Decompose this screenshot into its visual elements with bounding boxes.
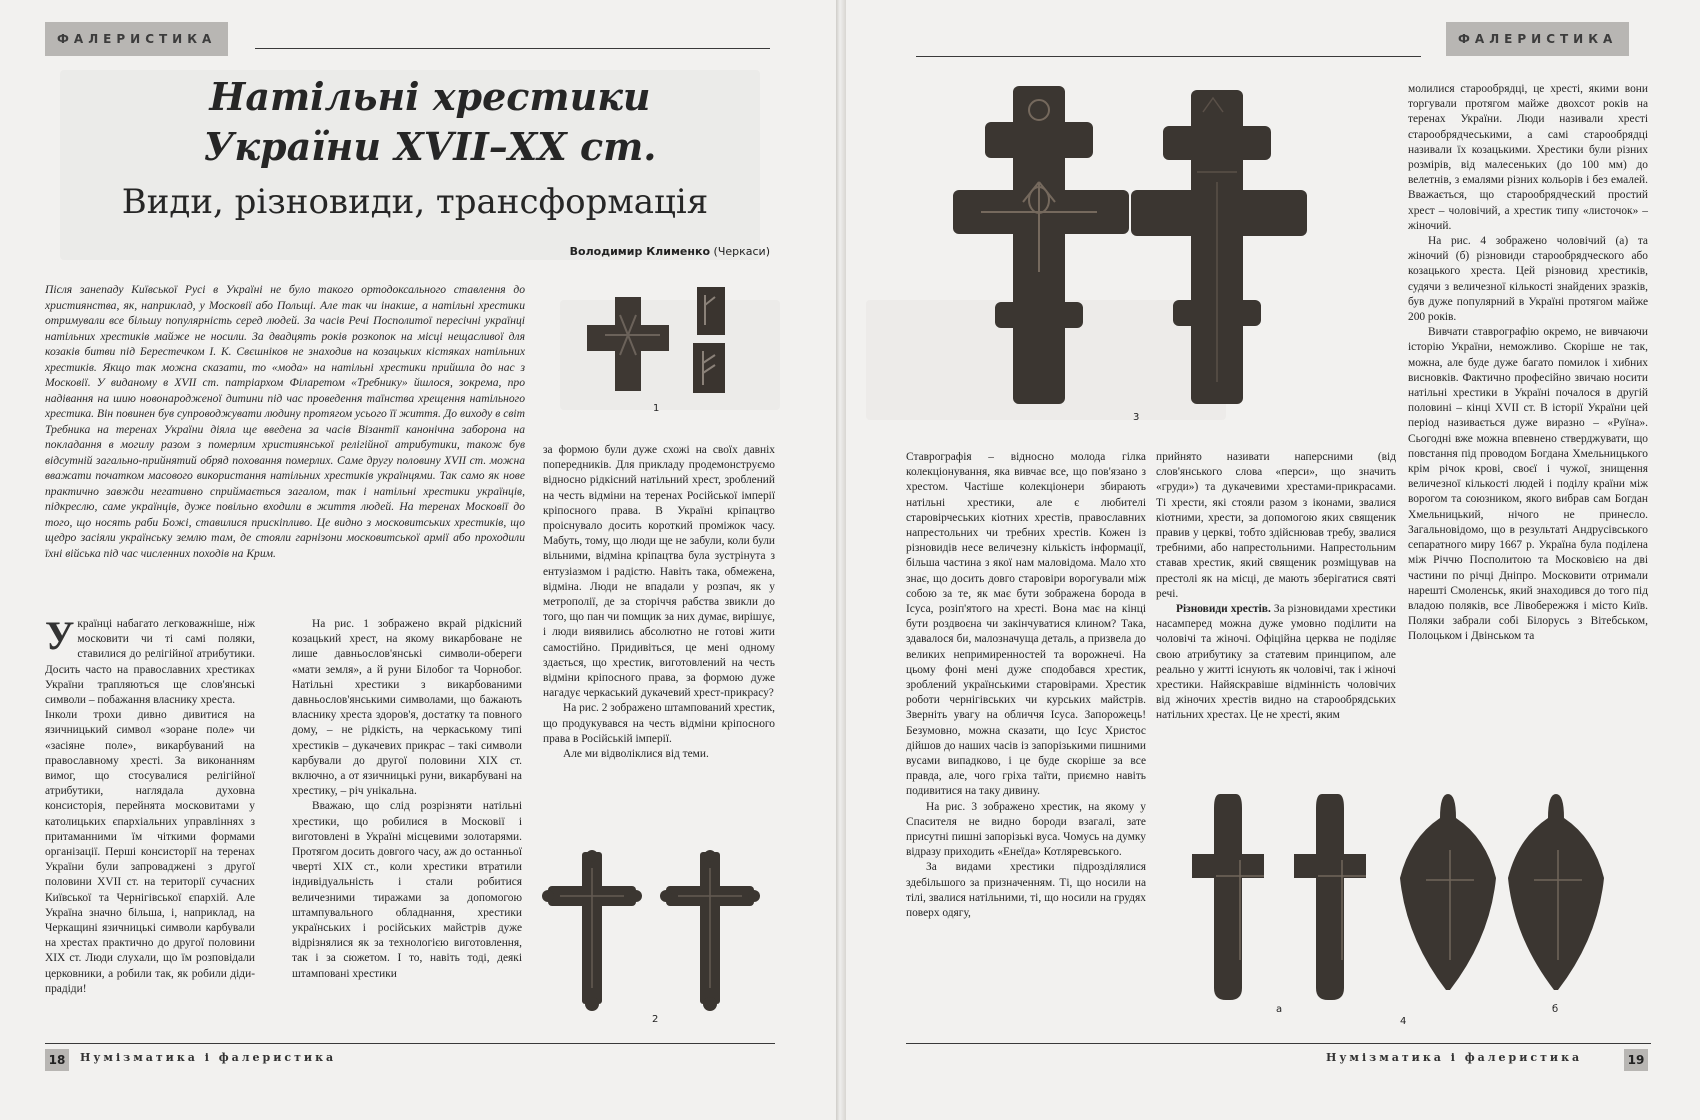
drop-cap: У xyxy=(45,613,75,658)
author-city: (Черкаси) xyxy=(713,245,770,258)
column1-paragraph1-text: країнці набагато легковажніше, ніж московити чи ті самі поляки, ставилися до релігійної атрибутики. Досить часто на православних хрестиках України трапляються ще слов'янські символи – побажання власнику хреста. xyxy=(45,618,255,707)
lead-paragraph: Після занепаду Київської Русі в Україні не було такого ортодоксального ставлення до християнства, як, наприклад, у Московії або Польщі. Але так чи інакше, а натільні хрестики отримували все більшу популярність серед людей. За часів Речі Посполитої пересічні українці натільних хрестиків майже не носили. За двадцять років розкопок на місці нещасливої для козаків битви під Берестечком І. К. Свєшніков не знаходив на козацьких кістяках натільних хрестиків. Якщо так можна сказати, то «мода» на натільні хрестики прийшла до нас з Московії. У виданому в XVII ст. патріархом Філаретом «Требнику» йшлося, зокрема, про надівання на шию новонародженої дитини під час проведення таїнства хрещення натільного хрестика. Він повинен був супроводжувати людину протягом усього її життя. До виходу в світ Требника на теренах України діяла ще введена за часів Візантії канонічна заборона на покладання в могилу разом з померлим християнської релігійної атрибутики, також був відсутній загально-прийнятий обряд поховання померлих. Саме другу половину XVII ст. можна вважати початком масового використання натільних хрестиків українцями. Так само як нове практично завжди негативно сприймається загалом, так і натільні хрестики українців, підкреслю, саме українців, дуже повільно входили в життя людей. На теренах Московії до того, що носять раби Божі, ставилися прискіпливо. Це видно з московитських хрестиків, що щедро засіяли українську землю там, де стояли гарнізони московитської армії або проходили їхні війська під час численних походів на Крим. xyxy=(45,283,525,560)
figure-1-cross-image xyxy=(575,285,775,400)
column4-paragraph1: Ставрографія – відносно молода гілка колекціонування, яка вивчає все, що пов'язано з хрестом. Частіше колекціонери збирають натільні хрестики, але є любителі старовірчеських кіотних хрестів, православних напрестольних чи требних хрестів. Кожен із різновидів несе величезну кількість інформації, більша частина з якої нам маловідома. Мало хто знає, що досить довго старовіри ворогували між собою за те, як має бути зображена борода в Ісуса, розіп'ятого на хресті. Вона має на кінці бути роздвоєна чи закінчуватися клином? Така, здавалося би, малозначуща деталь, а призвела до великих непримиренностей та ворожнечі. На цьому фоні мені дуже сподобався хрестик, зроблений українськими старовірами. Хрестик роботи чернігівських чи курських майстрів. Зверніть увагу на обличчя Ісуса. Запорожець! Безумовно, можна сказати, що Ісус Христос дійшов до наших часів із запорізькими пишними вусами випадково, і це буде скоріше за все правда, але, чого гріха таїти, приємно навіть подивитися на таку дивину. xyxy=(906,451,1146,798)
column2-paragraph1: На рис. 1 зображено вкрай рідкісний козацький хрест, на якому викарбоване не лише давньослов'янські символи-обереги «мати земля», а й руни Білобог та Чорнобог. Натільні хрестики з викарбованими давньослов'янськими символами, що бажають власнику хреста здоров'я, достатку та повного дому, – не рідкість, на черкаському типі хрестиків – дукачевих прикрас – такі символи карбували до другої половини XIX ст. включно, а от язичницькі руни, викарбувані на хрестику, – річ унікальна. xyxy=(292,618,522,798)
figure-1 xyxy=(575,285,775,415)
page-number-left: 18 xyxy=(45,1049,69,1071)
column5-paragraph2-text: За різновидами хрестики насамперед можна дуже умовно поділити на чоловічі та жіночі. Офіційна церква не поділяє свою атрибутику за статевим принципом, але реально у житті існують як чоловічі, так і жіночі хрестики. Найяскравіше відмінність чоловічих від жіночих хрестів видно на старообрядських натільних хрестах. Це не хресті, яким xyxy=(1156,603,1396,722)
figure-4-crosses-image xyxy=(1176,790,1646,1005)
figure-2-label: 2 xyxy=(652,1014,659,1025)
figure-2-crosses-image xyxy=(540,848,780,1014)
author-byline xyxy=(520,245,770,258)
figure-2 xyxy=(540,848,780,1030)
column5-paragraph2 xyxy=(1156,602,1396,724)
figure-4-label: 4 xyxy=(1400,1016,1407,1027)
column3-paragraph3: Але ми відволіклися від теми. xyxy=(563,748,709,761)
figure-4 xyxy=(1176,790,1646,1030)
figure-3 xyxy=(951,82,1311,442)
figure-3-label: 3 xyxy=(1133,412,1140,423)
section-tab: ФАЛЕРИСТИКА xyxy=(1446,22,1629,56)
text-column-3 xyxy=(543,443,775,762)
footer-rule xyxy=(45,1043,775,1044)
column4-paragraph2: На рис. 3 зображено хрестик, на якому у Спасителя не видно бороди взагалі, зате присутні пишні запорізькі вуса. Чомусь на думку відразу приходить «Енеїда» Котляревського. xyxy=(906,800,1146,859)
figure-1-label: 1 xyxy=(653,403,660,414)
article-subtitle: Види, різновиди, трансформація xyxy=(121,182,709,222)
column5-subheading: Різновиди хрестів. xyxy=(1176,603,1271,616)
column6-paragraph2: На рис. 4 зображено чоловічий (а) та жіночий (б) різновиди старообрядческого або козацького хреста. Цей різновид хрестиків, судячи з величезної кількості знайдених зразків, був дуже популярний в Україні протягом майже 200 років. xyxy=(1408,235,1648,324)
header-rule xyxy=(916,56,1421,57)
page-gutter xyxy=(836,0,846,1120)
article-title-line1: Натільні хрестики xyxy=(209,74,651,119)
footer-title-right: Нумізматика і фалеристика xyxy=(1326,1051,1583,1064)
column1-paragraph1 xyxy=(45,613,255,708)
column6-paragraph3: Вивчати ставрографію окремо, не вивчаючи історію України, неможливо. Скоріше не так, можна, але буде дуже багато помилок і хибних висновків. Фактично професійно звичаю носити натільні хрестики в Україні почалося в другій половині – кінці XVII ст. В історії України цей період називається дуже виразно – «Руїна». Сьогодні вже можна впевнено стверджувати, що повстання під проводом Богдана Хмельницького крім річок крові, своєї і чужої, знищення величезної кількості людей і поділу країни між ворогом та союзником, якого вибрав сам Богдан Хмельницький, нічого не принесло. Загальновідомо, що в результаті Андрусівського сепаратного миру 1667 р. Україна була поділена між Річчю Посполитою та Московією на дві частини по річці Дніпро. Московити отримали нарешті Смоленськ, який знаходився до того під владою поляків, все Лівобережжя і місто Київ. Поляки забрали собі Білорусь з Вітебськом, Полоцьком і Двінськом та xyxy=(1408,326,1648,643)
column2-paragraph2: Вважаю, що слід розрізняти натільні хрестики, що робилися в Московії і виготовлені в Україні місцевими золотарями. Протягом досить довгого часу, аж до останньої чверті XIX ст., коли хрестики втратили індивідуальність і стали робитися величезними тиражами за допомогою штампувального обладнання, хрестики українських і російських майстрів дуже відрізнялися як за технологією виготовлення, так і за сюжетом. І то, навіть тоді, деякі штамповані хрестики xyxy=(292,800,522,980)
column6-paragraph1: молилися старообрядці, це хресті, якими вони торгували протягом майже двохсот років на теренах України. Люди називали хресті старообрядчеськими, а самі старообрядці називали їх козацькими. Хрестики були різних розмірів, від малесеньких (до 100 мм) до велетнів, з емалями різних кольорів і без емалей. Вважається, що старообрядческий простий хрест – чоловічий, а хрестик типу «листочок» – жіночий. xyxy=(1408,83,1648,232)
article-title-line2: України XVII–XX ст. xyxy=(203,124,657,169)
section-tab: ФАЛЕРИСТИКА xyxy=(45,22,228,56)
footer-rule xyxy=(906,1043,1651,1044)
text-column-4 xyxy=(906,450,1146,921)
text-column-5 xyxy=(1156,450,1396,724)
figure-4-sublabel-a: а xyxy=(1276,1004,1283,1015)
header-rule xyxy=(255,48,770,49)
figure-4-sublabel-b: б xyxy=(1552,1004,1559,1015)
footer-title-left: Нумізматика і фалеристика xyxy=(80,1051,337,1064)
text-column-2 xyxy=(292,617,522,982)
figure-3-cross-image xyxy=(951,82,1311,412)
column3-paragraph1: за формою були дуже схожі на своїх давніх попередників. Для прикладу продемонструємо відносно рідкісний натільний хрест, зроблений на честь відміни на теренах Російської імперії кріпосного права. В Україні кріпацтво проіснувало досить короткий проміжок часу. Мабуть, тому, що люди ще не забули, коли були вільними, відміна кріпацтва була зустрінута з ентузіазмом і радістю. Навіть така, обмежена, відміна. Люди не впадали у розпач, як у метрополії, де за сторіччя рабства звикли до того, що пан чи помщик за них думає, вирішує, і люди виявились абсолютно не готові жити самостійно. Придивіться, це мені одному здається, що хрестик, виготовлений на честь відміни кріпосного права, за формою дуже нагадує черкаський дукачевий хрест-прикрасу? xyxy=(543,444,775,700)
left-page xyxy=(0,0,836,1120)
author-name: Володимир Клименко xyxy=(569,245,711,258)
column3-paragraph2: На рис. 2 зображено штампований хрестик, що продукувався на честь відміни кріпосного права в Російській імперії. xyxy=(543,702,775,745)
text-column-6 xyxy=(1408,82,1648,645)
page-number-right: 19 xyxy=(1624,1049,1648,1071)
column4-paragraph3: За видами хрестики підрозділялися здебільшого за призначенням. Ті, що носили на тілі, звалися натільними, ті, що носили на грудях поверх одягу, xyxy=(906,861,1146,920)
right-page xyxy=(846,0,1700,1120)
column1-paragraph2: Інколи трохи дивно дивитися на язичницький символ «зоране поле» чи «засіяне поле», викарбуваний на православному хресті. За виконанням вимог, що стосувалися релігійної атрибутики, наглядала духовна консисторія, перейнята московитами у католицьких єпархіальних управліннях з притаманними їм чіткими формами організації. Перші консисторії на теренах України були запроваджені з другої половини XVII ст. на території сучасних Київської та Чернігівської єпархій. Але Україна значно більша, і, наприклад, на Черкащині язичницькі символи карбували на хрестах практично до другої половини XIX ст. Люди слухали, що їм розповідали церковники, а робили так, як робили діди-прадіди! xyxy=(45,709,255,995)
text-column-1 xyxy=(45,613,255,997)
column5-paragraph1: прийнято називати наперсними (від слов'янського слова «перси», що значить «груди») та дукачевими хрестами-прикрасами. Ті хрести, які стояли разом з іконами, звалися кіотними, хрести, за допомогою яких священик правив у церкві, тобто здійснював требу, звалися требними, або напрестольними. Напрестольним ставав хрестик, який священик розміщував на престолі як на місці, де мають зберігатися святі речі. xyxy=(1156,451,1396,600)
